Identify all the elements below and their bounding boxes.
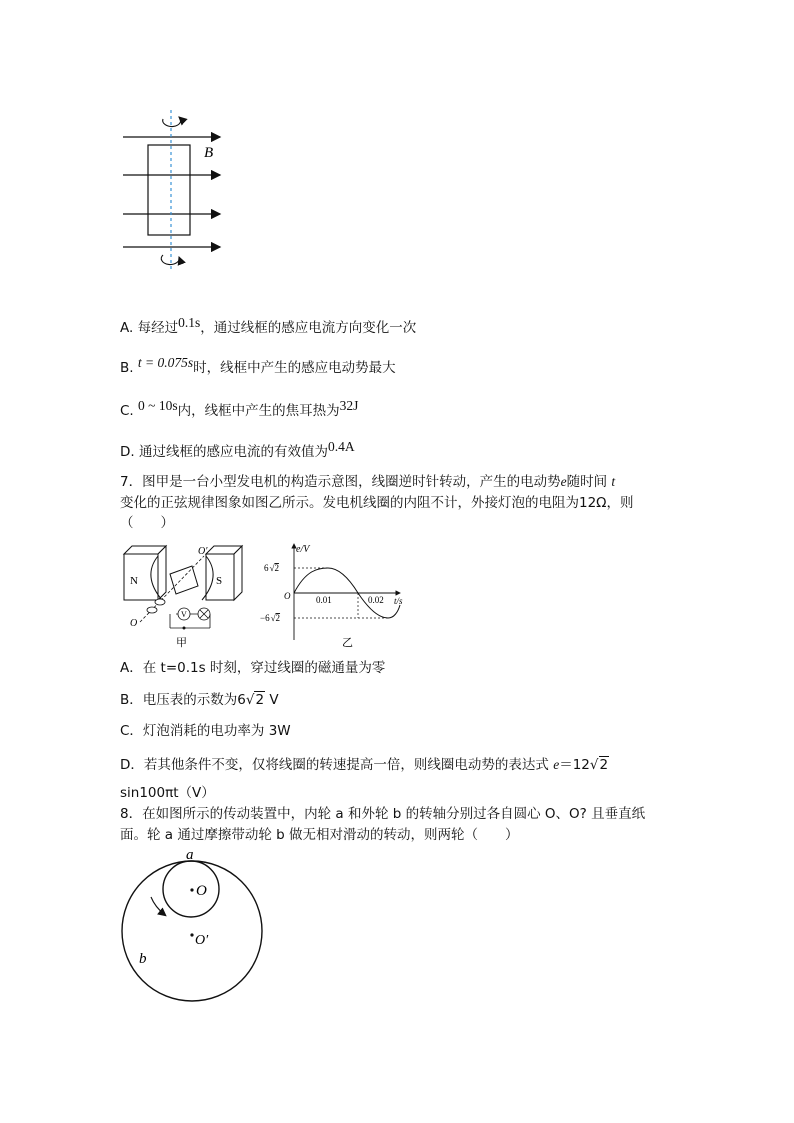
q6-option-b: B. t = 0.075s时，线框中产生的感应电动势最大	[120, 355, 396, 376]
magnet-s-label: S	[216, 575, 223, 587]
q6-option-d: D. 通过线框的感应电流的有效值为0.4A	[120, 439, 355, 460]
coil-in-field-figure	[115, 105, 245, 275]
wire-loop	[148, 145, 190, 235]
emf-time-graph	[260, 540, 410, 650]
axis-o-prime-label: O′	[198, 546, 208, 557]
axis-o-label: O	[130, 618, 138, 629]
x-axis-label: t/s	[394, 596, 403, 606]
outer-wheel-b	[122, 861, 262, 1001]
y-tick-positive: 6√2	[264, 563, 279, 573]
q8-stem-line1: 8．在如图所示的传动装置中，内轮 a 和外轮 b 的转轴分别过各自圆心 O、O? 且垂直纸	[120, 806, 646, 822]
wheel-b-label: b	[139, 951, 147, 967]
q7-stem-line2: 变化的正弦规律图象如图乙所示。发电机线圈的内阻不计，外接灯泡的电阻为12Ω，则	[120, 495, 634, 511]
q7-stem-line3: （ ）	[120, 515, 174, 531]
transmission-wheels-figure	[115, 845, 275, 1010]
figure-yi-caption: 乙	[342, 637, 353, 649]
coil	[170, 566, 198, 594]
q6-option-a: A. 每经过0.1s，通过线框的感应电流方向变化一次	[120, 315, 417, 336]
origin-label: O	[284, 591, 291, 601]
voltmeter-label: V	[181, 610, 187, 619]
q7-option-d-line2: sin100πt（V）	[120, 785, 215, 801]
rotation-arrow	[151, 897, 165, 915]
q6-option-c: C. 0 ~ 10s内，线框中产生的焦耳热为32J	[120, 398, 359, 419]
wheel-a-label: a	[186, 847, 194, 863]
center-o-label: O	[196, 883, 207, 899]
q7-option-c: C．灯泡消耗的电功率为 3W	[120, 723, 291, 739]
figure-jia-caption: 甲	[176, 637, 187, 649]
magnet-n-label: N	[130, 575, 138, 587]
q7-stem-line1: 7．图甲是一台小型发电机的构造示意图，线圈逆时针转动，产生的电动势e随时间 t	[120, 474, 616, 490]
field-label-b: B	[204, 145, 214, 161]
y-axis-label: e/V	[296, 544, 310, 555]
x-tick-2: 0.02	[368, 595, 384, 605]
center-o-prime-label: O′	[195, 933, 209, 948]
rotation-arrow-bottom	[161, 255, 179, 265]
q8-stem-line2: 面。轮 a 通过摩擦带动轮 b 做无相对滑动的转动，则两轮（ ）	[120, 827, 519, 843]
q7-option-d: D．若其他条件不变，仅将线圈的转速提高一倍，则线圈电动势的表达式 e＝12√2	[120, 757, 609, 773]
generator-figure	[118, 540, 248, 650]
q7-option-b: B．电压表的示数为6√2 V	[120, 692, 279, 708]
x-tick-1: 0.01	[316, 595, 332, 605]
rotation-arrow-top	[163, 117, 181, 127]
q7-option-a: A．在 t=0.1s 时刻，穿过线圈的磁通量为零	[120, 660, 386, 676]
y-tick-negative: −6√2	[260, 613, 281, 623]
